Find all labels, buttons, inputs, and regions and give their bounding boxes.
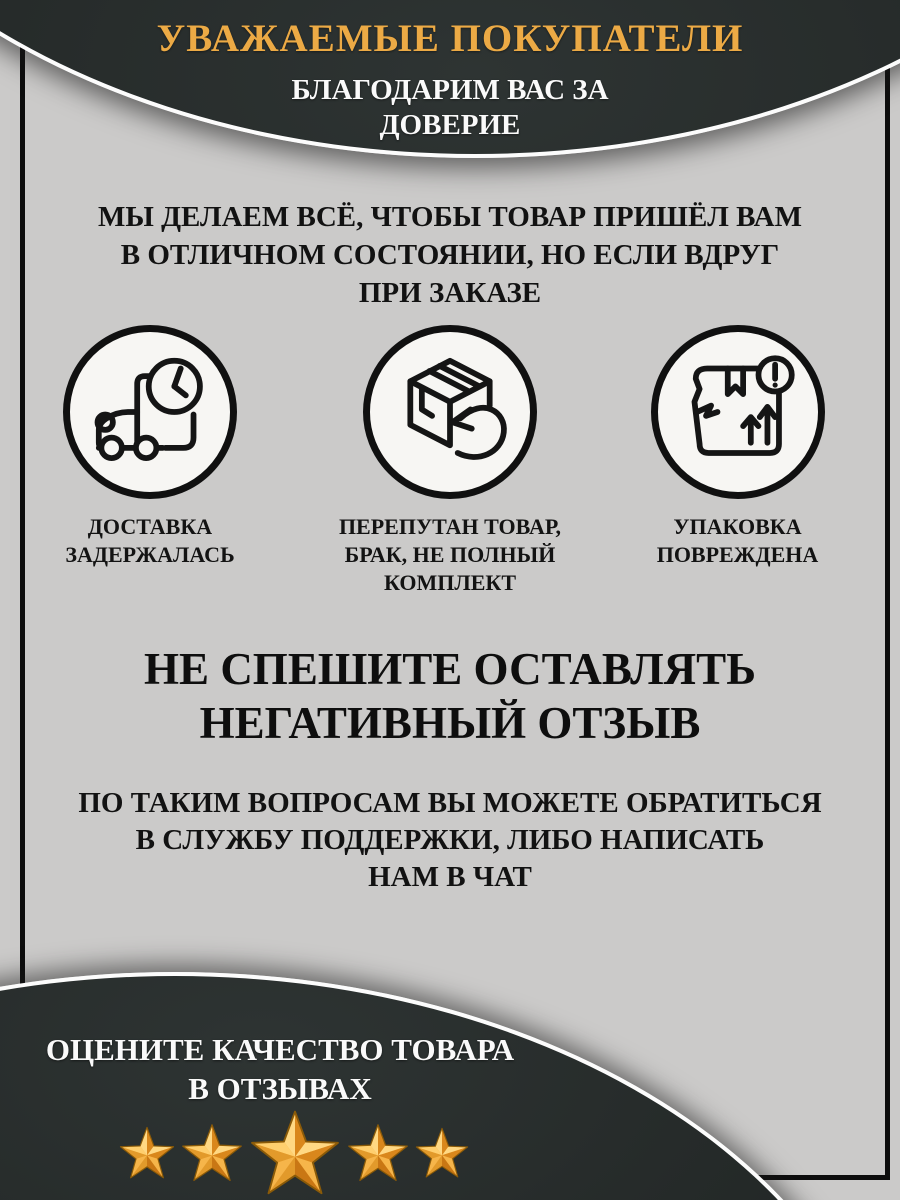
intro-line1: МЫ ДЕЛАЕМ ВСЁ, ЧТОБЫ ТОВАР ПРИШЁЛ ВАМ [97, 201, 802, 233]
warning-line1: НЕ СПЕШИТЕ ОСТАВЛЯТЬ [144, 644, 756, 694]
issue-damaged-packaging [600, 325, 875, 569]
issue-wrong-item [305, 325, 595, 597]
star-icon [414, 1125, 470, 1181]
issue-label: ДОСТАВКА ЗАДЕРЖАЛАСЬ [65, 514, 235, 567]
support-line3: НАМ В ЧАТ [368, 861, 532, 893]
header-subtitle-line2: ДОВЕРИЕ [379, 109, 521, 141]
star-icon [248, 1106, 342, 1200]
box-return-arrow-icon [363, 325, 537, 499]
intro-line2: В ОТЛИЧНОМ СОСТОЯНИИ, НО ЕСЛИ ВДРУГ [120, 239, 780, 271]
page-title: УВАЖАЕМЫЕ ПОКУПАТЕЛИ [156, 17, 744, 60]
warning-heading [0, 642, 900, 750]
header [0, 16, 900, 143]
intro-text [0, 198, 900, 312]
footer [0, 1030, 560, 1108]
package-damaged-icon [651, 325, 825, 499]
issue-label: УПАКОВКА ПОВРЕЖДЕНА [656, 514, 819, 567]
star-icon [180, 1121, 244, 1185]
intro-line3: ПРИ ЗАКАЗЕ [358, 277, 542, 309]
warning-line2: НЕГАТИВНЫЙ ОТЗЫВ [199, 698, 701, 748]
star-icon [118, 1124, 176, 1182]
footer-line2: В ОТЗЫВАХ [188, 1071, 372, 1106]
header-subtitle-line1: БЛАГОДАРИМ ВАС ЗА [291, 74, 609, 106]
star-icon [346, 1121, 410, 1185]
support-line2: В СЛУЖБУ ПОДДЕРЖКИ, ЛИБО НАПИСАТЬ [135, 824, 765, 856]
delivery-truck-clock-icon [63, 325, 237, 499]
footer-line1: ОЦЕНИТЕ КАЧЕСТВО ТОВАРА [45, 1032, 515, 1067]
rating-stars [118, 1106, 470, 1200]
support-text [0, 785, 900, 896]
support-line1: ПО ТАКИМ ВОПРОСАМ ВЫ МОЖЕТЕ ОБРАТИТЬСЯ [78, 787, 822, 819]
issue-delivery-delayed [25, 325, 275, 569]
issue-label: ПЕРЕПУТАН ТОВАР, БРАК, НЕ ПОЛНЫЙ КОМПЛЕКТ [338, 514, 562, 595]
